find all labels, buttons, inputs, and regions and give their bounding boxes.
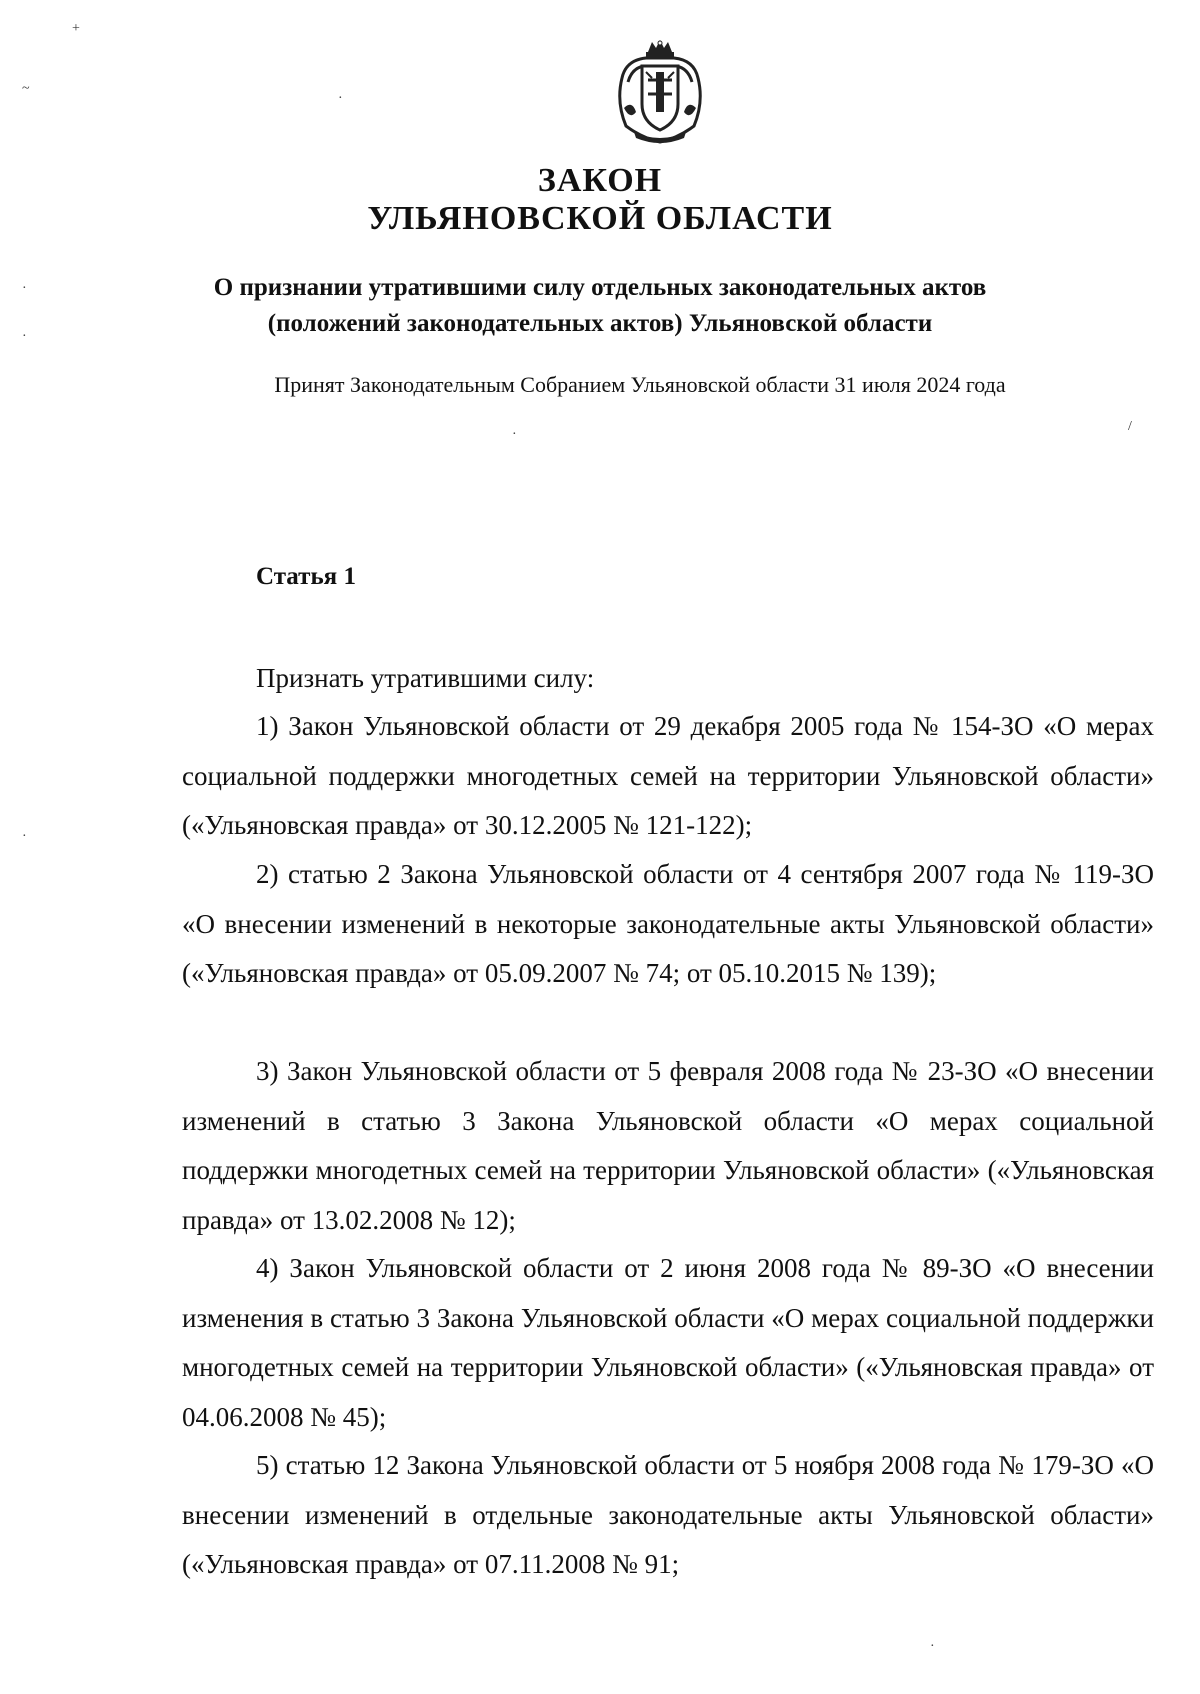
list-item: 1) Закон Ульяновской области от 29 декабря 2005 года № 154-ЗО «О мерах социальной поддержки многодетных семей на территории Ульяновской области» («Ульяновская правда» от 30.12.2005 № 121-122); bbox=[182, 711, 1154, 840]
scan-speck: + bbox=[72, 21, 80, 36]
scan-speck: / bbox=[1128, 419, 1132, 434]
law-title: ЗАКОН bbox=[537, 162, 663, 199]
article-heading: Статья 1 bbox=[256, 563, 356, 590]
article-intro: Признать утратившими силу: bbox=[256, 663, 595, 693]
law-region: УЛЬЯНОВСКОЙ ОБЛАСТИ bbox=[367, 200, 833, 237]
list-item: 3) Закон Ульяновской области от 5 февраля 2008 года № 23-ЗО «О внесении изменений в статью 3 Закона Ульяновской области «О мерах социальной поддержки многодетных семей на территории Ульяновской области» («Ульяновская правда» от 13.02.2008 № 12); bbox=[182, 1056, 1154, 1235]
scan-speck: · bbox=[512, 427, 517, 442]
coat-of-arms-icon bbox=[612, 38, 708, 146]
law-subject: О признании утратившими силу отдельных законодательных актов (положений законодательных актов) Ульяновской области bbox=[213, 274, 987, 337]
scan-speck: · bbox=[22, 329, 27, 344]
scan-speck: · bbox=[338, 91, 343, 106]
adoption-note: Принят Законодательным Собранием Ульяновской области 31 июля 2024 года bbox=[274, 372, 1006, 397]
list-item: 5) статью 12 Закона Ульяновской области от 5 ноября 2008 года № 179-ЗО «О внесении изменений в отдельные законодательные акты Ульяновской области» («Ульяновская правда» от 07.11.2008 № 91; bbox=[182, 1450, 1154, 1579]
scan-speck: ~ bbox=[22, 81, 30, 96]
scan-speck: · bbox=[22, 829, 27, 844]
scan-speck: · bbox=[930, 1639, 935, 1654]
list-item: 2) статью 2 Закона Ульяновской области от 4 сентября 2007 года № 119-ЗО «О внесении изменений в некоторые законодательные акты Ульяновской области» («Ульяновская правда» от 05.09.2007 № 74; от 05.10.2015 № 139); bbox=[182, 859, 1154, 988]
list-item: 4) Закон Ульяновской области от 2 июня 2008 года № 89-ЗО «О внесении изменения в статью 3 Закона Ульяновской области «О мерах социальной поддержки многодетных семей на территории Ульяновской области» («Ульяновская правда» от 04.06.2008 № 45); bbox=[182, 1253, 1154, 1432]
scan-speck: · bbox=[22, 281, 27, 296]
